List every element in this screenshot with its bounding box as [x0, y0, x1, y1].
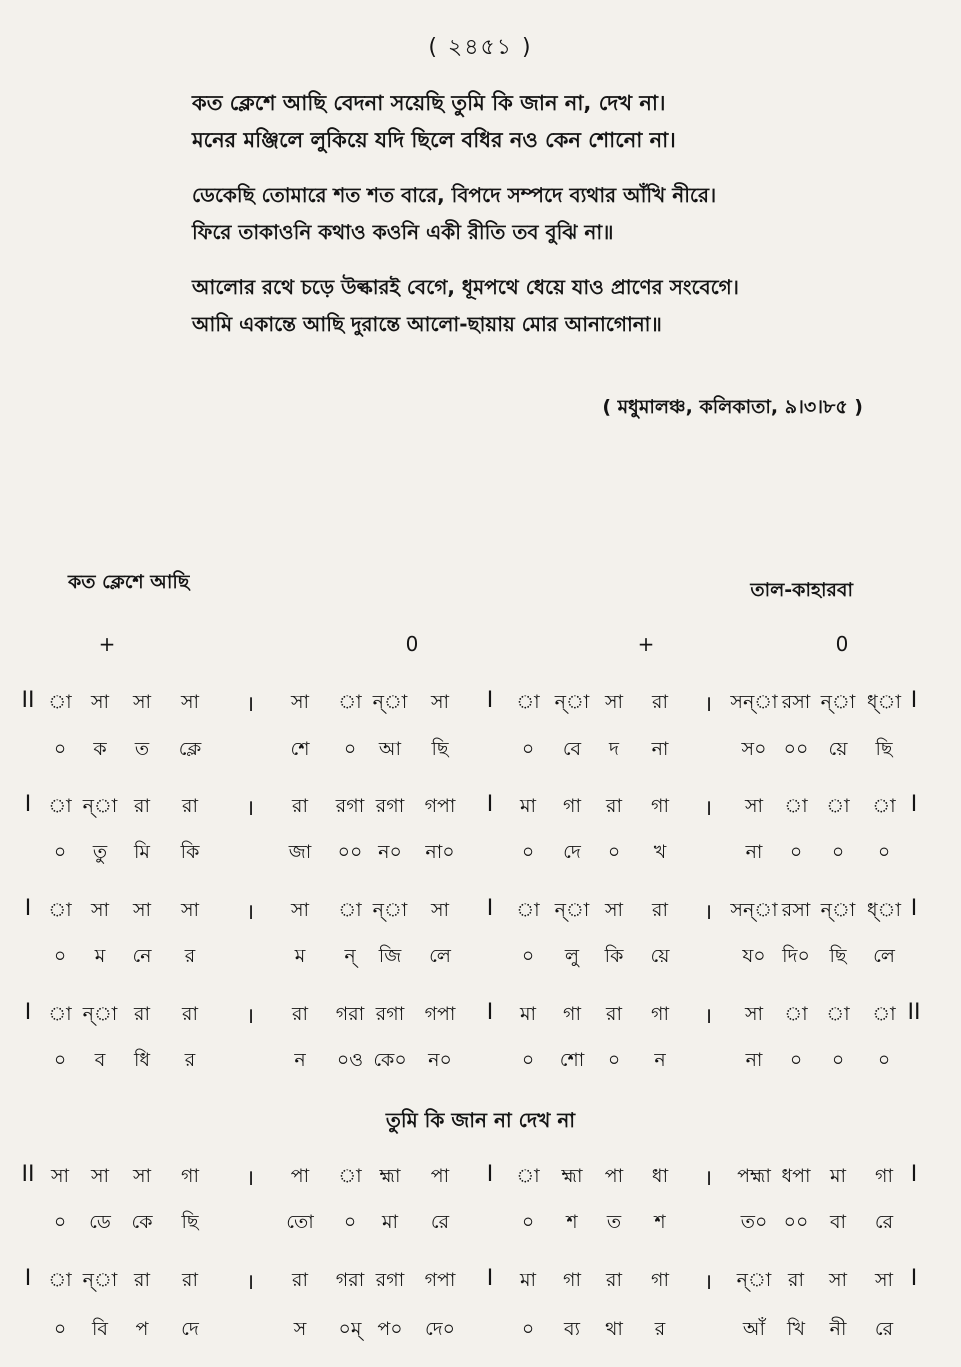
lyric-syllable: মা: [381, 1211, 399, 1233]
lyric-syllable: ০০: [783, 738, 809, 760]
swara-note: সন্া: [730, 691, 778, 713]
swara-note: রা: [652, 899, 668, 921]
syllable-line: [0, 1208, 961, 1238]
swara-note: া: [338, 1165, 362, 1187]
swara-note: সা: [744, 1003, 764, 1025]
lyric-syllable: শ: [654, 1211, 666, 1233]
swara-line: [0, 1000, 961, 1030]
bar-line: II: [907, 1000, 921, 1025]
lyric-syllable: ম: [294, 945, 306, 967]
bar-line: ।: [245, 1166, 255, 1191]
bar-line: I: [486, 1266, 494, 1291]
lyric-syllable: তো: [286, 1211, 314, 1233]
syllable-line: [0, 1315, 961, 1345]
lyric-syllable: নে: [132, 945, 152, 967]
swara-note: রগা: [375, 1003, 405, 1025]
lyric-syllable: বা: [829, 1211, 847, 1233]
lyric-syllable: না: [651, 738, 669, 760]
lyric-syllable: রে: [874, 1211, 894, 1233]
lyric-line: কত ক্লেশে আছি বেদনা সয়েছি তুমি কি জান না, দেখ না।: [192, 91, 666, 115]
lyric-syllable: ০: [789, 841, 803, 863]
swara-note: সা: [874, 1269, 894, 1291]
bar-line: I: [24, 1000, 32, 1025]
swara-note: া: [48, 1269, 72, 1291]
lyric-syllable: থা: [605, 1318, 623, 1340]
lyric-syllable: শ: [566, 1211, 578, 1233]
bar-line: II: [21, 688, 35, 713]
swara-note: সা: [828, 1269, 848, 1291]
lyric-syllable: স: [293, 1318, 307, 1340]
swara-note: ন্া: [82, 1003, 118, 1025]
swara-note: গা: [651, 795, 669, 817]
swara-note: গা: [181, 1165, 199, 1187]
lyric-syllable: জি: [378, 945, 402, 967]
beat-marks-row: [0, 632, 961, 662]
beat-mark: 0: [405, 632, 419, 656]
swara-note: সা: [180, 899, 200, 921]
lyric-syllable: নী: [829, 1318, 847, 1340]
lyric-line: আলোর রথে চড়ে উল্কারই বেগে, ধূমপথে ধেয়ে যাও প্রাণের সংবেগে।: [192, 275, 739, 299]
lyric-syllable: কি: [180, 841, 200, 863]
swara-note: া: [48, 795, 72, 817]
swara-note: ন্া: [554, 691, 590, 713]
swara-note: ন্া: [820, 899, 856, 921]
stanza: [192, 85, 892, 159]
lyric-syllable: ০: [53, 1211, 67, 1233]
swara-note: রগা: [375, 1269, 405, 1291]
swara-note: া: [516, 691, 540, 713]
beat-mark: +: [637, 632, 655, 656]
bar-line: ।: [703, 1270, 713, 1295]
page-number: ( ২৪৫১ ): [428, 35, 533, 60]
lyric-syllable: ০ও: [336, 1049, 364, 1071]
bar-line: I: [24, 1266, 32, 1291]
swara-note: রা: [134, 1003, 150, 1025]
swara-note: রা: [292, 1269, 308, 1291]
swara-note: সা: [430, 899, 450, 921]
swara-note: গরা: [335, 1269, 365, 1291]
swara-note: সা: [290, 691, 310, 713]
lyric-syllable: ক: [93, 738, 107, 760]
swara-note: রা: [182, 1003, 198, 1025]
lyric-syllable: ০: [521, 841, 535, 863]
lyric-syllable: ন্: [344, 945, 356, 967]
swara-note: া: [826, 1003, 850, 1025]
lyric-syllable: ক্লে: [178, 738, 202, 760]
lyric-syllable: ব্য: [563, 1318, 581, 1340]
lyric-syllable: বি: [91, 1318, 109, 1340]
lyric-syllable: দি০: [782, 945, 810, 967]
lyric-syllable: ০: [53, 1049, 67, 1071]
lyric-line: আমি একান্তে আছি দুরান্তে আলো-ছায়ায় মোর আনাগোনা॥: [192, 312, 662, 336]
swara-line: [0, 792, 961, 822]
lyric-syllable: রে: [874, 1318, 894, 1340]
beat-mark: +: [98, 632, 116, 656]
lyric-syllable: ০: [53, 1318, 67, 1340]
lyric-syllable: ০: [831, 1049, 845, 1071]
swara-note: ন্া: [372, 899, 408, 921]
lyric-syllable: লে: [429, 945, 451, 967]
bar-line: ।: [245, 1004, 255, 1029]
lyric-syllable: স০: [741, 738, 767, 760]
lyric-syllable: দে: [181, 1318, 199, 1340]
lyric-syllable: ০: [521, 945, 535, 967]
bar-line: ।: [245, 796, 255, 821]
swara-note: ধা: [651, 1165, 669, 1187]
lyrics-block: [192, 85, 892, 361]
swara-note: হ্মা: [561, 1165, 583, 1187]
swara-note: পহ্মা: [737, 1165, 771, 1187]
swara-note: রা: [292, 795, 308, 817]
lyric-syllable: ০: [53, 841, 67, 863]
swara-note: পা: [604, 1165, 624, 1187]
lyric-syllable: ০: [877, 841, 891, 863]
swara-line: [0, 1162, 961, 1192]
lyric-syllable: ০: [343, 1211, 357, 1233]
swara-note: গরা: [335, 1003, 365, 1025]
swara-note: মা: [519, 1003, 537, 1025]
lyric-syllable: দে০: [424, 1318, 456, 1340]
swara-note: সা: [132, 691, 152, 713]
swara-note: ন্া: [82, 795, 118, 817]
lyric-syllable: বে: [562, 738, 582, 760]
lyric-syllable: কে: [131, 1211, 153, 1233]
lyric-syllable: খি: [787, 1318, 805, 1340]
beat-mark: 0: [835, 632, 849, 656]
bar-line: ।: [703, 1004, 713, 1029]
lyric-syllable: শে: [290, 738, 310, 760]
swara-note: রগা: [335, 795, 365, 817]
lyric-syllable: ছি: [431, 738, 449, 760]
swara-note: রা: [788, 1269, 804, 1291]
lyric-syllable: র: [184, 945, 196, 967]
bar-line: I: [24, 792, 32, 817]
lyric-line: ডেকেছি তোমারে শত শত বারে, বিপদে সম্পদে ব্যথার আঁখি নীরে।: [192, 183, 717, 207]
bar-line: I: [910, 1162, 918, 1187]
lyric-syllable: ন০: [378, 841, 402, 863]
lyric-syllable: প: [135, 1318, 149, 1340]
swara-note: ধপা: [781, 1165, 811, 1187]
bar-line: I: [910, 688, 918, 713]
lyric-syllable: ন০: [428, 1049, 452, 1071]
swara-note: া: [784, 1003, 808, 1025]
swara-note: গপা: [424, 1003, 456, 1025]
section-title: তুমি কি জান না দেখ না: [385, 1108, 576, 1132]
lyric-syllable: ০: [521, 1318, 535, 1340]
swara-line: [0, 1266, 961, 1296]
lyric-syllable: ন: [294, 1049, 306, 1071]
bar-line: ।: [703, 692, 713, 717]
swara-note: গা: [651, 1003, 669, 1025]
lyric-syllable: ন: [654, 1049, 666, 1071]
swara-note: রসা: [781, 691, 811, 713]
lyric-syllable: ০: [789, 1049, 803, 1071]
bar-line: II: [21, 1162, 35, 1187]
swara-line: [0, 688, 961, 718]
lyric-syllable: য০: [742, 945, 766, 967]
swara-note: রা: [606, 795, 622, 817]
swara-note: ন্া: [554, 899, 590, 921]
swara-note: সা: [90, 899, 110, 921]
swara-note: মা: [829, 1165, 847, 1187]
swara-note: সা: [430, 691, 450, 713]
source-citation: ( মধুমালঞ্চ, কলিকাতা, ৯।৩।৮৫ ): [602, 396, 863, 418]
song-title: কত ক্লেশে আছি: [68, 571, 190, 593]
bar-line: I: [910, 896, 918, 921]
swara-note: গা: [563, 795, 581, 817]
bar-line: I: [486, 792, 494, 817]
lyric-syllable: ০০: [337, 841, 363, 863]
lyric-syllable: ছি: [875, 738, 893, 760]
swara-line: [0, 896, 961, 926]
swara-note: া: [516, 1165, 540, 1187]
swara-note: মা: [519, 1269, 537, 1291]
lyric-syllable: না: [745, 841, 763, 863]
swara-note: ন্া: [736, 1269, 772, 1291]
lyric-syllable: ০: [53, 738, 67, 760]
lyric-syllable: র: [184, 1049, 196, 1071]
lyric-syllable: ০: [343, 738, 357, 760]
lyric-syllable: ত০: [740, 1211, 768, 1233]
swara-note: সা: [132, 1165, 152, 1187]
swara-note: সা: [604, 899, 624, 921]
lyric-syllable: প০: [377, 1318, 403, 1340]
swara-note: ধ্া: [867, 691, 901, 713]
lyric-syllable: র: [654, 1318, 666, 1340]
bar-line: ।: [703, 1166, 713, 1191]
syllable-line: [0, 735, 961, 765]
syllable-line: [0, 838, 961, 868]
stanza: [192, 269, 892, 343]
bar-line: I: [24, 896, 32, 921]
bar-line: I: [486, 896, 494, 921]
lyric-syllable: ছি: [181, 1211, 199, 1233]
swara-note: া: [826, 795, 850, 817]
lyric-syllable: ধি: [133, 1049, 151, 1071]
swara-note: গা: [651, 1269, 669, 1291]
swara-note: সা: [132, 899, 152, 921]
lyric-syllable: লে: [873, 945, 895, 967]
lyric-syllable: মি: [134, 841, 150, 863]
swara-note: া: [48, 1003, 72, 1025]
swara-note: পা: [430, 1165, 450, 1187]
swara-note: রা: [606, 1003, 622, 1025]
lyric-syllable: ০ম্: [338, 1318, 362, 1340]
lyric-line: ফিরে তাকাওনি কথাও কওনি একী রীতি তব বুঝি না॥: [192, 220, 614, 244]
lyric-syllable: ত: [606, 1211, 622, 1233]
swara-note: গা: [563, 1003, 581, 1025]
swara-note: ধ্া: [867, 899, 901, 921]
lyric-syllable: ত: [134, 738, 150, 760]
swara-note: রা: [606, 1269, 622, 1291]
lyric-syllable: কে০: [373, 1049, 407, 1071]
swara-note: গা: [563, 1269, 581, 1291]
swara-note: ন্া: [82, 1269, 118, 1291]
lyric-syllable: ০: [877, 1049, 891, 1071]
lyric-syllable: না০: [425, 841, 455, 863]
lyric-syllable: জা: [288, 841, 312, 863]
bar-line: ।: [245, 692, 255, 717]
lyric-syllable: কি: [604, 945, 624, 967]
bar-line: I: [486, 1000, 494, 1025]
lyric-syllable: ম: [94, 945, 106, 967]
swara-note: সা: [90, 1165, 110, 1187]
lyric-syllable: লু: [564, 945, 580, 967]
swara-note: া: [338, 899, 362, 921]
lyric-syllable: দ: [609, 738, 619, 760]
lyric-syllable: না: [745, 1049, 763, 1071]
lyric-syllable: ০: [607, 841, 621, 863]
lyric-syllable: দে: [563, 841, 581, 863]
lyric-line: মনের মঞ্জিলে লুকিয়ে যদি ছিলে বধির নও কেন শোনো না।: [192, 128, 676, 152]
lyric-syllable: ০: [521, 1049, 535, 1071]
swara-note: রগা: [375, 795, 405, 817]
swara-note: রা: [134, 795, 150, 817]
swara-note: গা: [875, 1165, 893, 1187]
lyric-syllable: ০: [521, 1211, 535, 1233]
bar-line: I: [486, 688, 494, 713]
lyric-syllable: ০: [521, 738, 535, 760]
swara-note: সা: [50, 1165, 70, 1187]
syllable-line: [0, 1046, 961, 1076]
swara-note: সা: [180, 691, 200, 713]
swara-note: া: [516, 899, 540, 921]
swara-note: া: [338, 691, 362, 713]
bar-line: I: [486, 1162, 494, 1187]
swara-note: গপা: [424, 1269, 456, 1291]
swara-note: রা: [182, 1269, 198, 1291]
swara-note: রা: [652, 691, 668, 713]
lyric-syllable: ব: [94, 1049, 106, 1071]
swara-note: রা: [134, 1269, 150, 1291]
swara-note: রা: [292, 1003, 308, 1025]
stanza: [192, 177, 892, 251]
lyric-syllable: য়ে: [650, 945, 670, 967]
swara-note: ন্া: [372, 691, 408, 713]
bar-line: ।: [703, 900, 713, 925]
swara-note: ন্া: [820, 691, 856, 713]
swara-note: সা: [744, 795, 764, 817]
lyric-syllable: ছি: [829, 945, 847, 967]
swara-note: হ্মা: [379, 1165, 401, 1187]
swara-note: রা: [182, 795, 198, 817]
lyric-syllable: তু: [92, 841, 108, 863]
swara-note: া: [872, 1003, 896, 1025]
swara-note: া: [48, 899, 72, 921]
lyric-syllable: শো: [559, 1049, 585, 1071]
swara-note: া: [48, 691, 72, 713]
swara-note: রসা: [781, 899, 811, 921]
swara-note: গপা: [424, 795, 456, 817]
lyric-syllable: আ: [378, 738, 402, 760]
swara-note: সন্া: [730, 899, 778, 921]
lyric-syllable: য়ে: [828, 738, 848, 760]
syllable-line: [0, 942, 961, 972]
swara-note: সা: [604, 691, 624, 713]
lyric-syllable: ০: [831, 841, 845, 863]
swara-note: সা: [90, 691, 110, 713]
swara-note: া: [872, 795, 896, 817]
bar-line: I: [910, 792, 918, 817]
swara-note: মা: [519, 795, 537, 817]
lyric-syllable: ০: [607, 1049, 621, 1071]
lyric-syllable: খ: [653, 841, 667, 863]
swara-note: পা: [290, 1165, 310, 1187]
bar-line: ।: [245, 1270, 255, 1295]
bar-line: ।: [245, 900, 255, 925]
lyric-syllable: আঁ: [742, 1318, 766, 1340]
bar-line: I: [910, 1266, 918, 1291]
swara-note: া: [784, 795, 808, 817]
lyric-syllable: রে: [430, 1211, 450, 1233]
bar-line: ।: [703, 796, 713, 821]
swara-note: সা: [290, 899, 310, 921]
taal-label: তাল-কাহারবা: [750, 579, 853, 601]
lyric-syllable: ডে: [89, 1211, 111, 1233]
lyric-syllable: ০০: [783, 1211, 809, 1233]
lyric-syllable: ০: [53, 945, 67, 967]
